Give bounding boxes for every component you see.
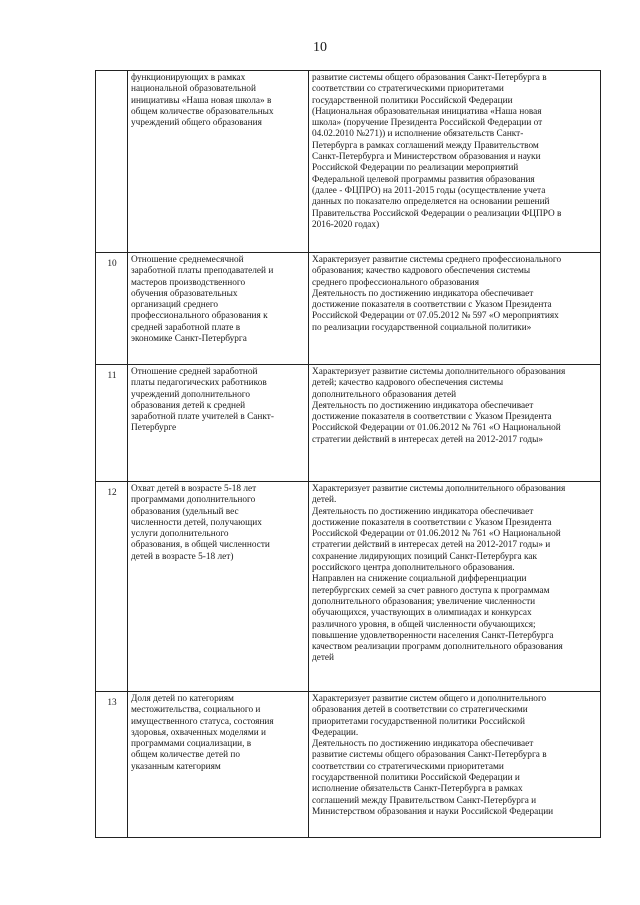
table-row <box>96 692 601 838</box>
description-cell: развитие системы общего образования Санкт-Петербурга в соответствии со стратегическими приоритетами государственной политики Российской Федерации (Национальная образовательная инициатива «Наша новая школа» (поручение Президента Российской Федерации от 04.02.2010 №271)) и исполнение обязательств Санкт- Петербурга в рамках соглашений между Правительством Санкт-Петербурга и Министерством образования и науки Российской Федерации по реализации мероприятий Федеральной целевой программы развития образования (далее - ФЦПРО) на 2011-2015 годы (осуществление учета данных по показателю определяется на основании решений Правительства Российской Федерации о реализации ФЦПРО в 2016-2020 годах) <box>309 71 601 253</box>
page-number: 10 <box>313 40 327 55</box>
table-row <box>96 71 601 253</box>
table-row <box>96 482 601 692</box>
row-number: 13 <box>96 692 128 838</box>
description-cell: Характеризует развитие системы дополнительного образования детей. Деятельность по достижению индикатора обеспечивает достижение показателя в соответствии с Указом Президента Российской Федерации от 01.06.2012 № 761 «О Национальной стратегии действий в интересах детей на 2012-2017 годы» и сохранение лидирующих позиций Санкт-Петербурга как российского центра дополнительного образования. Направлен на снижение социальной дифференциации петербургских семей за счет равного доступа к программам дополнительного образования; увеличение численности обучающихся, участвующих в олимпиадах и конкурсах различного уровня, в общей численности обучающихся; повышение удовлетворенности населения Санкт-Петербурга качеством реализации программ дополнительного образования детей <box>309 482 601 692</box>
indicator-cell: Отношение средней заработной платы педагогических работников учреждений дополнительного образования детей к средней заработной плате учителей в Санкт- Петербурге <box>128 365 309 482</box>
indicator-cell: Доля детей по категориям местожительства, социального и имущественного статуса, состояния здоровья, охваченных моделями и программами социализации, в общем количестве детей по указанным категориям <box>128 692 309 838</box>
table-row <box>96 253 601 365</box>
table-row <box>96 365 601 482</box>
row-number: 11 <box>96 365 128 482</box>
indicator-cell: функционирующих в рамках национальной образовательной инициативы «Наша новая школа» в общем количестве образовательных учреждений общего образования <box>128 71 309 253</box>
row-number <box>96 71 128 253</box>
description-cell: Характеризует развитие систем общего и дополнительного образования детей в соответствии со стратегическими приоритетами государственной политики Российской Федерации. Деятельность по достижению индикатора обеспечивает развитие системы общего образования Санкт-Петербурга в соответствии со стратегическими приоритетами государственной политики Российской Федерации и исполнение обязательств Санкт-Петербурга в рамках соглашений между Правительством Санкт-Петербурга и Министерством образования и науки Российской Федерации <box>309 692 601 838</box>
row-number: 10 <box>96 253 128 365</box>
row-number: 12 <box>96 482 128 692</box>
indicators-table <box>95 70 601 838</box>
description-cell: Характеризует развитие системы дополнительного образования детей; качество кадрового обеспечения системы дополнительного образования детей Деятельность по достижению индикатора обеспечивает достижение показателя в соответствии с Указом Президента Российской Федерации от 01.06.2012 № 761 «О Национальной стратегии действий в интересах детей на 2012-2017 годы» <box>309 365 601 482</box>
indicator-cell: Охват детей в возрасте 5-18 лет программами дополнительного образования (удельный вес численности детей, получающих услуги дополнительного образования, в общей численности детей в возрасте 5-18 лет) <box>128 482 309 692</box>
indicator-cell: Отношение среднемесячной заработной платы преподавателей и мастеров производственного обучения образовательных организаций среднего профессионального образования к средней заработной плате в экономике Санкт-Петербурга <box>128 253 309 365</box>
description-cell: Характеризует развитие системы среднего профессионального образования; качество кадрового обеспечения системы среднего профессионального образования Деятельность по достижению индикатора обеспечивает достижение показателя в соответствии с Указом Президента Российской Федерации от 07.05.2012 № 597 «О мероприятиях по реализации государственной социальной политики» <box>309 253 601 365</box>
